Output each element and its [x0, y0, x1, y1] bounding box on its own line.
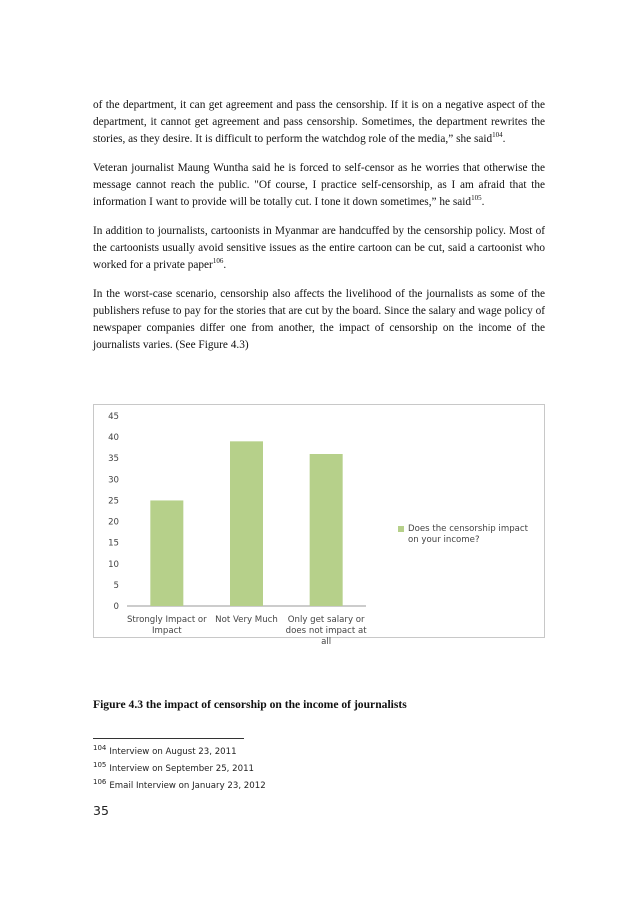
page-number: 35 — [93, 803, 109, 818]
y-tick-label: 10 — [108, 559, 119, 570]
y-tick-label: 5 — [113, 580, 119, 591]
footnote-ref-104: 104 — [492, 131, 503, 140]
x-tick-label: all — [321, 637, 332, 647]
y-tick-label: 45 — [108, 412, 119, 422]
y-tick-label: 15 — [108, 538, 119, 549]
x-tick-label: Impact — [151, 626, 182, 636]
y-tick-label: 30 — [108, 475, 119, 486]
legend-swatch — [398, 526, 404, 532]
body-text — [93, 97, 545, 366]
bar — [310, 454, 343, 606]
x-tick-label: Strongly Impact or — [126, 615, 207, 625]
chart-legend — [398, 524, 538, 546]
y-tick-label: 40 — [108, 433, 119, 444]
x-tick-label: Only get salary or — [287, 615, 365, 625]
footnote-ref-105: 105 — [471, 194, 482, 203]
footnote-106: $^{106}$ Email Interview on January 23, 2012 — [93, 778, 266, 791]
bar — [150, 500, 183, 606]
footnotes — [93, 744, 266, 795]
x-tick-label: does not impact at — [285, 626, 367, 636]
paragraph-2: Veteran journalist Maung Wuntha said he is forced to self-censor as he worries that otherwise the message cannot reach the public. "Of course, I practice self-censorship, as I am afraid that the information I want to provide will be totally cut. I tone it down sometimes,” he said$^{105}$. — [93, 162, 545, 208]
y-tick-label: 20 — [108, 517, 119, 528]
y-tick-label: 0 — [113, 602, 119, 612]
bar-chart — [94, 405, 544, 647]
paragraph-1: of the department, it can get agreement and pass the censorship. If it is on a negative aspect of the department, it cannot get agreement and pass censorship. Sometimes, the department rewrites the stories, as they desire. It is difficult to perform the watchdog role of the media,” she said$^{104}$. — [93, 99, 545, 145]
y-tick-label: 35 — [108, 454, 119, 465]
footnote-divider — [93, 738, 244, 739]
bar — [230, 441, 263, 606]
footnote-ref-106: 106 — [212, 257, 224, 266]
legend-label: Does the censorship impact on your income? — [408, 524, 529, 545]
footnote-105: $^{105}$ Interview on September 25, 2011 — [93, 761, 255, 774]
x-tick-label: Not Very Much — [215, 615, 278, 625]
y-tick-label: 25 — [108, 496, 119, 507]
paragraph-3: In addition to journalists, cartoonists in Myanmar are handcuffed by the censorship policy. Most of the cartoonists usually avoid sensitive issues as the entire cartoon can be cut, said a cartoonist who worked for a private paper$^{106}$. — [93, 225, 545, 271]
figure-caption: Figure 4.3 the impact of censorship on the income of journalists — [93, 698, 407, 711]
footnote-104: $^{104}$ Interview on August 23, 2011 — [93, 744, 237, 757]
paragraph-4: In the worst-case scenario, censorship also affects the livelihood of the journalists as some of the publishers refuse to pay for the stories that are cut by the board. Since the salary and wage policy of newspaper companies differ one from another, the impact of censorship on the income of the journalists varies. (See Figure 4.3) — [93, 288, 545, 351]
figure-4-3-chart — [93, 404, 545, 647]
